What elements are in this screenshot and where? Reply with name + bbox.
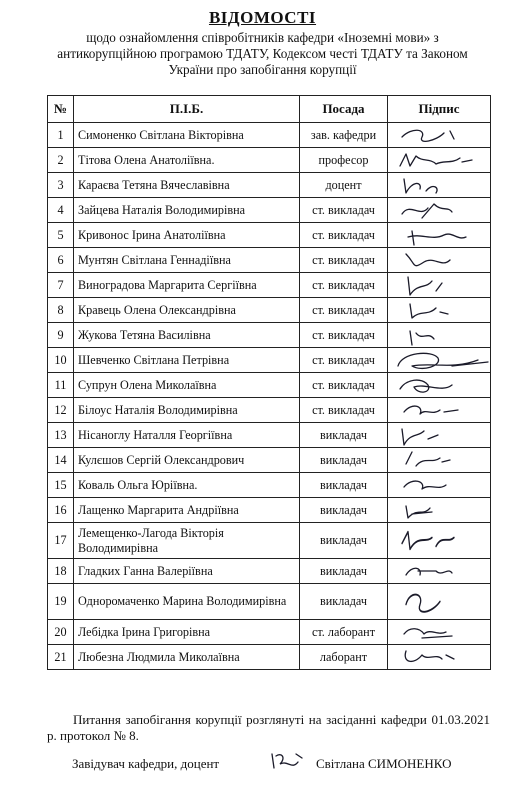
row-full-name: Коваль Ольга Юріївна.	[74, 473, 300, 498]
row-full-name: Лащенко Маргарита Андріївна	[74, 498, 300, 523]
table-body	[48, 123, 491, 670]
table-row	[48, 273, 491, 298]
row-full-name: Кулєшов Сергій Олександрович	[74, 448, 300, 473]
signature-table	[47, 95, 491, 670]
row-position: ст. викладач	[300, 248, 388, 273]
footer-signatory: Світлана СИМОНЕНКО	[316, 756, 452, 771]
row-number: 20	[48, 620, 74, 645]
row-signature-image	[388, 373, 491, 398]
row-signature-image	[388, 323, 491, 348]
row-position: викладач	[300, 498, 388, 523]
table-row	[48, 523, 491, 559]
row-position: ст. викладач	[300, 323, 388, 348]
row-number: 2	[48, 148, 74, 173]
row-position: ст. викладач	[300, 348, 388, 373]
row-number: 15	[48, 473, 74, 498]
table-row	[48, 198, 491, 223]
row-position: викладач	[300, 448, 388, 473]
row-number: 10	[48, 348, 74, 373]
header-number: №	[48, 96, 74, 123]
row-number: 11	[48, 373, 74, 398]
row-position: ст. викладач	[300, 223, 388, 248]
row-signature-image	[388, 298, 491, 323]
row-signature-image	[388, 423, 491, 448]
table-row	[48, 398, 491, 423]
signature-scribble	[392, 423, 491, 447]
table-row	[48, 620, 491, 645]
footer-role: Завідувач кафедри, доцент	[72, 756, 220, 771]
signature-scribble	[392, 398, 491, 422]
header-position: Посада	[300, 96, 388, 123]
row-signature-image	[388, 173, 491, 198]
signature-scribble	[392, 645, 491, 669]
row-position: викладач	[300, 523, 388, 559]
row-position: ст. лаборант	[300, 620, 388, 645]
row-signature-image	[388, 398, 491, 423]
signature-scribble	[392, 373, 491, 397]
signature-scribble	[392, 123, 491, 147]
signature-scribble	[392, 273, 491, 297]
row-signature-image	[388, 123, 491, 148]
table-row	[48, 473, 491, 498]
table-row	[48, 559, 491, 584]
row-number: 9	[48, 323, 74, 348]
row-signature-image	[388, 559, 491, 584]
row-full-name: Жукова Тетяна Василівна	[74, 323, 300, 348]
row-full-name: Лемещенко-Лагода Вікторія Володимирівна	[74, 523, 300, 559]
signature-scribble	[392, 523, 491, 558]
row-full-name: Лебідка Ірина Григорівна	[74, 620, 300, 645]
row-full-name: Мунтян Світлана Геннадіївна	[74, 248, 300, 273]
row-signature-image	[388, 448, 491, 473]
row-position: ст. викладач	[300, 298, 388, 323]
row-position: викладач	[300, 559, 388, 584]
row-full-name: Симоненко Світлана Вікторівна	[74, 123, 300, 148]
signature-scribble	[392, 584, 491, 619]
row-signature-image	[388, 498, 491, 523]
row-full-name: Караєва Тетяна Вячеславівна	[74, 173, 300, 198]
table-row	[48, 123, 491, 148]
table-row	[48, 423, 491, 448]
signature-scribble	[392, 148, 491, 172]
row-full-name: Одноромаченко Марина Володимирівна	[74, 584, 300, 620]
row-signature-image	[388, 584, 491, 620]
signature-scribble	[392, 448, 491, 472]
row-position: професор	[300, 148, 388, 173]
row-signature-image	[388, 348, 491, 373]
row-full-name: Виноградова Маргарита Сергіївна	[74, 273, 300, 298]
row-position: викладач	[300, 473, 388, 498]
row-position: лаборант	[300, 645, 388, 670]
row-signature-image	[388, 645, 491, 670]
row-position: ст. викладач	[300, 373, 388, 398]
row-number: 18	[48, 559, 74, 584]
signature-scribble	[392, 323, 491, 347]
row-full-name: Любезна Людмила Миколаївна	[74, 645, 300, 670]
row-signature-image	[388, 223, 491, 248]
row-position: викладач	[300, 584, 388, 620]
row-number: 12	[48, 398, 74, 423]
row-number: 21	[48, 645, 74, 670]
row-number: 8	[48, 298, 74, 323]
signature-scribble	[392, 559, 491, 583]
row-signature-image	[388, 523, 491, 559]
row-full-name: Зайцева Наталія Володимирівна	[74, 198, 300, 223]
table-row	[48, 223, 491, 248]
row-number: 5	[48, 223, 74, 248]
table-row	[48, 173, 491, 198]
row-signature-image	[388, 248, 491, 273]
signature-scribble	[392, 348, 491, 372]
row-full-name: Кравець Олена Олександрівна	[74, 298, 300, 323]
signature-scribble	[392, 620, 491, 644]
table-row	[48, 498, 491, 523]
table-row	[48, 298, 491, 323]
row-number: 13	[48, 423, 74, 448]
row-full-name: Шевченко Світлана Петрівна	[74, 348, 300, 373]
row-number: 7	[48, 273, 74, 298]
table-row	[48, 323, 491, 348]
row-full-name: Нісаноглу Наталля Георгіївна	[74, 423, 300, 448]
row-position: викладач	[300, 423, 388, 448]
signature-scribble	[392, 473, 491, 497]
header-signature: Підпис	[388, 96, 491, 123]
meeting-note: Питання запобігання корупції розглянуті на засіданні кафедри 01.03.2021 р. протокол № 8.	[47, 712, 490, 743]
table-row	[48, 248, 491, 273]
table-row	[48, 645, 491, 670]
document-title: ВІДОМОСТІ	[208, 8, 317, 27]
signature-scribble	[392, 298, 491, 322]
row-number: 19	[48, 584, 74, 620]
signature-scribble	[392, 248, 491, 272]
signature-scribble	[392, 223, 491, 247]
table-row	[48, 348, 491, 373]
row-number: 4	[48, 198, 74, 223]
row-number: 16	[48, 498, 74, 523]
row-position: доцент	[300, 173, 388, 198]
row-full-name: Супрун Олена Миколаївна	[74, 373, 300, 398]
row-position: ст. викладач	[300, 273, 388, 298]
document-subtitle: щодо ознайомлення співробітників кафедри «Іноземні мови» з антикорупційною програмою ТДАТУ, Кодексом честі ТДАТУ та Законом України про запобігання корупції	[57, 30, 468, 77]
row-signature-image	[388, 620, 491, 645]
row-position: ст. викладач	[300, 398, 388, 423]
row-full-name: Гладких Ганна Валеріївна	[74, 559, 300, 584]
row-number: 17	[48, 523, 74, 559]
header-name: П.І.Б.	[74, 96, 300, 123]
row-signature-image	[388, 473, 491, 498]
signature-scribble	[392, 173, 491, 197]
table-row	[48, 448, 491, 473]
row-full-name: Кривонос Ірина Анатоліївна	[74, 223, 300, 248]
row-number: 3	[48, 173, 74, 198]
signature-scribble	[392, 198, 491, 222]
row-position: зав. кафедри	[300, 123, 388, 148]
row-number: 14	[48, 448, 74, 473]
row-signature-image	[388, 198, 491, 223]
table-row	[48, 373, 491, 398]
table-row	[48, 148, 491, 173]
table-row	[48, 584, 491, 620]
signature-scribble	[392, 498, 491, 522]
row-signature-image	[388, 148, 491, 173]
row-signature-image	[388, 273, 491, 298]
head-signature-image	[268, 748, 308, 774]
table-header-row	[48, 96, 491, 123]
row-full-name: Тітова Олена Анатоліївна.	[74, 148, 300, 173]
row-position: ст. викладач	[300, 198, 388, 223]
row-full-name: Білоус Наталія Володимирівна	[74, 398, 300, 423]
row-number: 1	[48, 123, 74, 148]
row-number: 6	[48, 248, 74, 273]
